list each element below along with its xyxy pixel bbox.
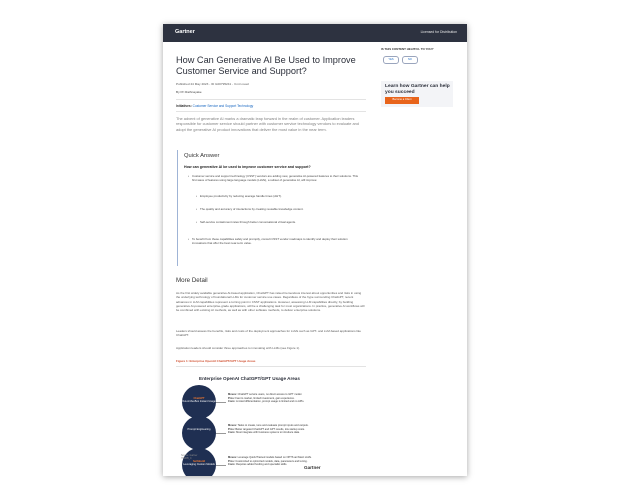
initiatives-line	[176, 104, 253, 108]
figure-node-chatgpt: ChatGPT Out-of-the-Box Instant Usage	[182, 385, 216, 419]
promo-box	[381, 81, 453, 107]
list-item: • To benefit from these capabilities safely and promptly, consult CSST vendor roadmaps to identify and deploy their solution innovations that offer the best near-term value.	[188, 237, 348, 246]
initiatives-label: Initiatives:	[176, 104, 192, 108]
detail-paragraph: Leaders should assess the benefits, risks and costs of the deployment approaches for LLMs such as GPT- and LLM-based applications like ChatGPT.	[176, 329, 361, 338]
figure-title: Enterprise OpenAI ChatGPT/GPT Usage Areas	[199, 376, 300, 381]
quick-answer-heading: Quick Answer	[184, 153, 220, 159]
figure-node-text: Moves: Tasks to create, tune and evaluate prompt inputs and outputs. Pros: Better targeted ChatGPT and GPT results, low startup costs. Cons: Must integrate with business systems to introduce data.	[228, 424, 309, 435]
list-item: • Customer service and support technology (CSST) vendors are adding new, generative AI-powered features to their solutions. This first wave of features using large language models (LLMs), a subset of generative AI, will improve:	[188, 174, 358, 183]
header-bar	[163, 24, 467, 42]
divider	[176, 111, 366, 112]
list-item: • The quality and accuracy of interactions by creating reusable knowledge content.	[196, 207, 304, 211]
detail-paragraph: As the first widely available generative AI-based application, ChatGPT has raised tremendous interest about opportunities and risks in using the underlying technology of foundational LLMs for customer service use cases. Regardless of the hype surrounding ChatGPT, recent advances in LLM capabilities represent a turning point in CSST applications. However, assessing LLM capabilities directly, by building generative AI-powered enterprise-grade applications, will be a challenging task for most organizations. In practice, generative AI workflows will be combined with existing AI methods, as well as with other software methods, to deliver enterprise solutions.	[176, 291, 365, 313]
divider	[176, 99, 366, 100]
gartner-logo[interactable]: Gartner	[175, 29, 195, 35]
author-line: By Pri Rathnayake	[176, 90, 202, 94]
figure-connector	[216, 433, 226, 434]
quick-answer-question: How can generative AI be used to improve customer service and support?	[184, 165, 311, 169]
figure-node-prompt: Prompt Engineering	[182, 416, 216, 450]
figure-node-text: Moves: Leverage Quick/Trained models based on OPTS architect LLMs. Pros: Customized to optimized models, data, parameters and tuning. Cons: Requires added funding and specialist skills.	[228, 456, 312, 467]
yes-button[interactable]: YES	[383, 56, 399, 64]
figure-connector	[216, 402, 226, 403]
figure-source: Source: Gartner 769495_C	[181, 455, 198, 460]
list-item: • Self-service containment rates through better conversational virtual agents.	[196, 220, 296, 224]
divider	[176, 366, 366, 367]
footer-logo: Gartner	[304, 465, 321, 470]
page-title: How Can Generative AI Be Used to Improve Customer Service and Support?	[176, 55, 356, 76]
quick-answer-box	[177, 150, 366, 266]
licensed-label: Licensed for Distribution	[420, 30, 457, 34]
summary-text: The advent of generative AI marks a dramatic leap forward in the realm of customer. Application leaders responsible for customer service should partner with customer service technology vendors to evaluate and adopt the generative AI product innovations that deliver the most value in the near term.	[176, 116, 359, 132]
promo-heading: Learn how Gartner can help you succeed	[385, 84, 450, 95]
more-detail-heading: More Detail	[176, 277, 208, 284]
detail-paragraph: Application leaders should consider three approaches to innovating with LLMs (see Figure 1).	[176, 346, 300, 350]
no-button[interactable]: NO	[402, 56, 418, 64]
list-item: • Employee productivity by reducing average handle times (AHT).	[196, 194, 282, 198]
initiatives-link[interactable]: Customer Service and Support Technology	[192, 104, 254, 108]
become-client-button[interactable]: Become a Client	[385, 97, 419, 104]
figure-node-text: Moves: ChatGPT service users, no direct access to GPT model. Pros: Fast to market, limited investment, gain experience. Cons: Limited differentiation, prompt usage is limited and no APIs.	[228, 393, 305, 404]
published-meta: Published 24 May 2023 - ID G00795241 - 3 min read	[176, 82, 249, 86]
figure-connector	[216, 465, 226, 466]
document-page	[163, 24, 467, 476]
figure-label: Figure 1: Enterprise OpenAI ChatGPT/GPT Usage Areas	[176, 359, 256, 363]
helpful-label: IS THIS CONTENT HELPFUL TO YOU?	[381, 47, 434, 51]
figure-node-custom: Self-Build Leveraging Custom Models	[182, 448, 216, 476]
